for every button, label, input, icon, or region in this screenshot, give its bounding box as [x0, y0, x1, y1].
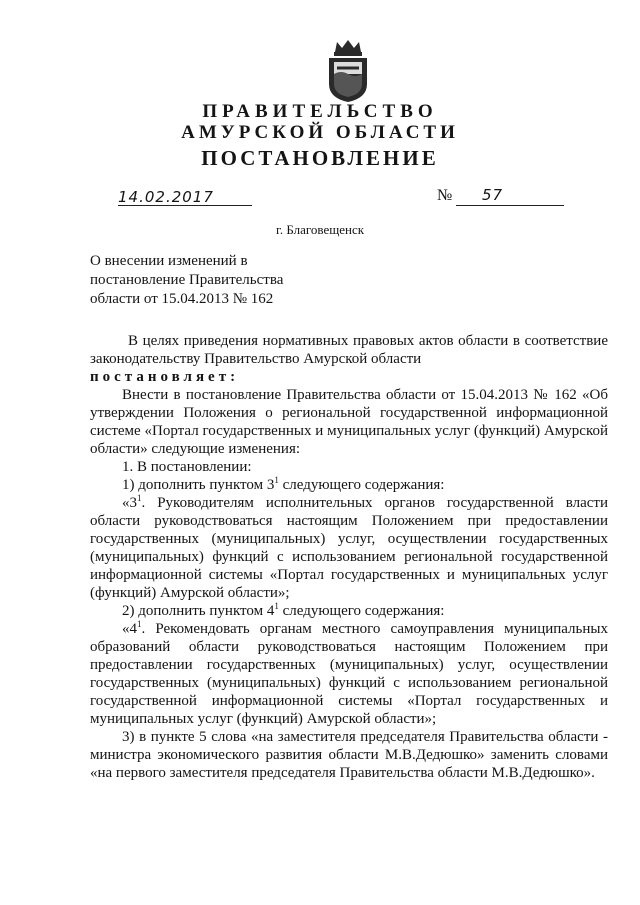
clause-3-1-text: . Руководителям исполнительных органов государственной власти области руководствоваться настоящим Положением при предоставлении государственных (муниципальных) услуг, осуществлении государственных (муниципальных) функций с использованием региональной государственной информационной системы «Портал государственных и муниципальных услуг (функций) Амурской области»;	[90, 495, 608, 601]
subject-line: О внесении изменений в	[90, 253, 248, 269]
document-type-title: ПОСТАНОВЛЕНИЕ	[201, 146, 439, 170]
document-subject	[90, 252, 320, 309]
section-heading: 1. В постановлении:	[122, 459, 252, 475]
item-1-text: 1) дополнить пунктом 3	[122, 477, 275, 493]
item-2-text: 2) дополнить пунктом 4	[122, 603, 275, 619]
handwritten-date: 14.02.2017	[118, 188, 214, 206]
region-title: АМУРСКОЙ ОБЛАСТИ	[181, 122, 459, 143]
preamble-paragraph: В целях приведения нормативных правовых актов области в соответствие законодательству Правительство Амурской области	[90, 333, 608, 367]
item-2-paragraph	[90, 602, 608, 620]
item-1-paragraph	[90, 476, 608, 494]
document-body	[90, 332, 608, 782]
number-underline	[456, 205, 564, 206]
subject-line: области от 15.04.2013 № 162	[90, 291, 274, 307]
date-underline	[118, 205, 252, 206]
government-title: ПРАВИТЕЛЬСТВО	[202, 101, 438, 122]
clause-4-1-text: . Рекомендовать органам местного самоуправления муниципальных образований области руководствоваться настоящим Положением при предоставлении государственных (муниципальных) услуг, осуществлении государственных (муниципальных) функций с использованием региональной государственной информационной системы «Портал государственных и муниципальных услуг (функций) Амурской области»;	[90, 621, 608, 727]
item-2-text-end: следующего содержания:	[278, 603, 445, 619]
item-1-sup: 1	[274, 475, 279, 485]
clause-3-1-paragraph	[90, 494, 608, 602]
decree-word: постановляет:	[90, 369, 240, 385]
clause-3-1-start: «3	[122, 495, 137, 511]
item-3-paragraph: 3) в пункте 5 слова «на заместителя председателя Правительства области - министра экономического развития области М.В.Дедюшко» заменить словами «на первого заместителя председателя Правительства области М.В.Дедюшко».	[90, 729, 608, 781]
item-1-text-end: следующего содержания:	[278, 477, 445, 493]
clause-4-1-sup: 1	[137, 619, 142, 629]
amendment-intro-paragraph: Внести в постановление Правительства области от 15.04.2013 № 162 «Об утверждении Положения о региональной государственной информационной системе «Портал государственных и муниципальных услуг (функций) Амурской области» следующие изменения:	[90, 387, 608, 457]
coat-of-arms-emblem	[323, 40, 373, 102]
clause-4-1-paragraph	[90, 620, 608, 728]
subject-line: постановление Правительства	[90, 272, 284, 288]
handwritten-number: 57	[482, 186, 504, 204]
clause-3-1-sup: 1	[137, 493, 142, 503]
number-label: №	[437, 187, 453, 204]
city-name: г. Благовещенск	[275, 222, 365, 237]
clause-4-1-start: «4	[122, 621, 137, 637]
item-2-sup: 1	[274, 601, 279, 611]
